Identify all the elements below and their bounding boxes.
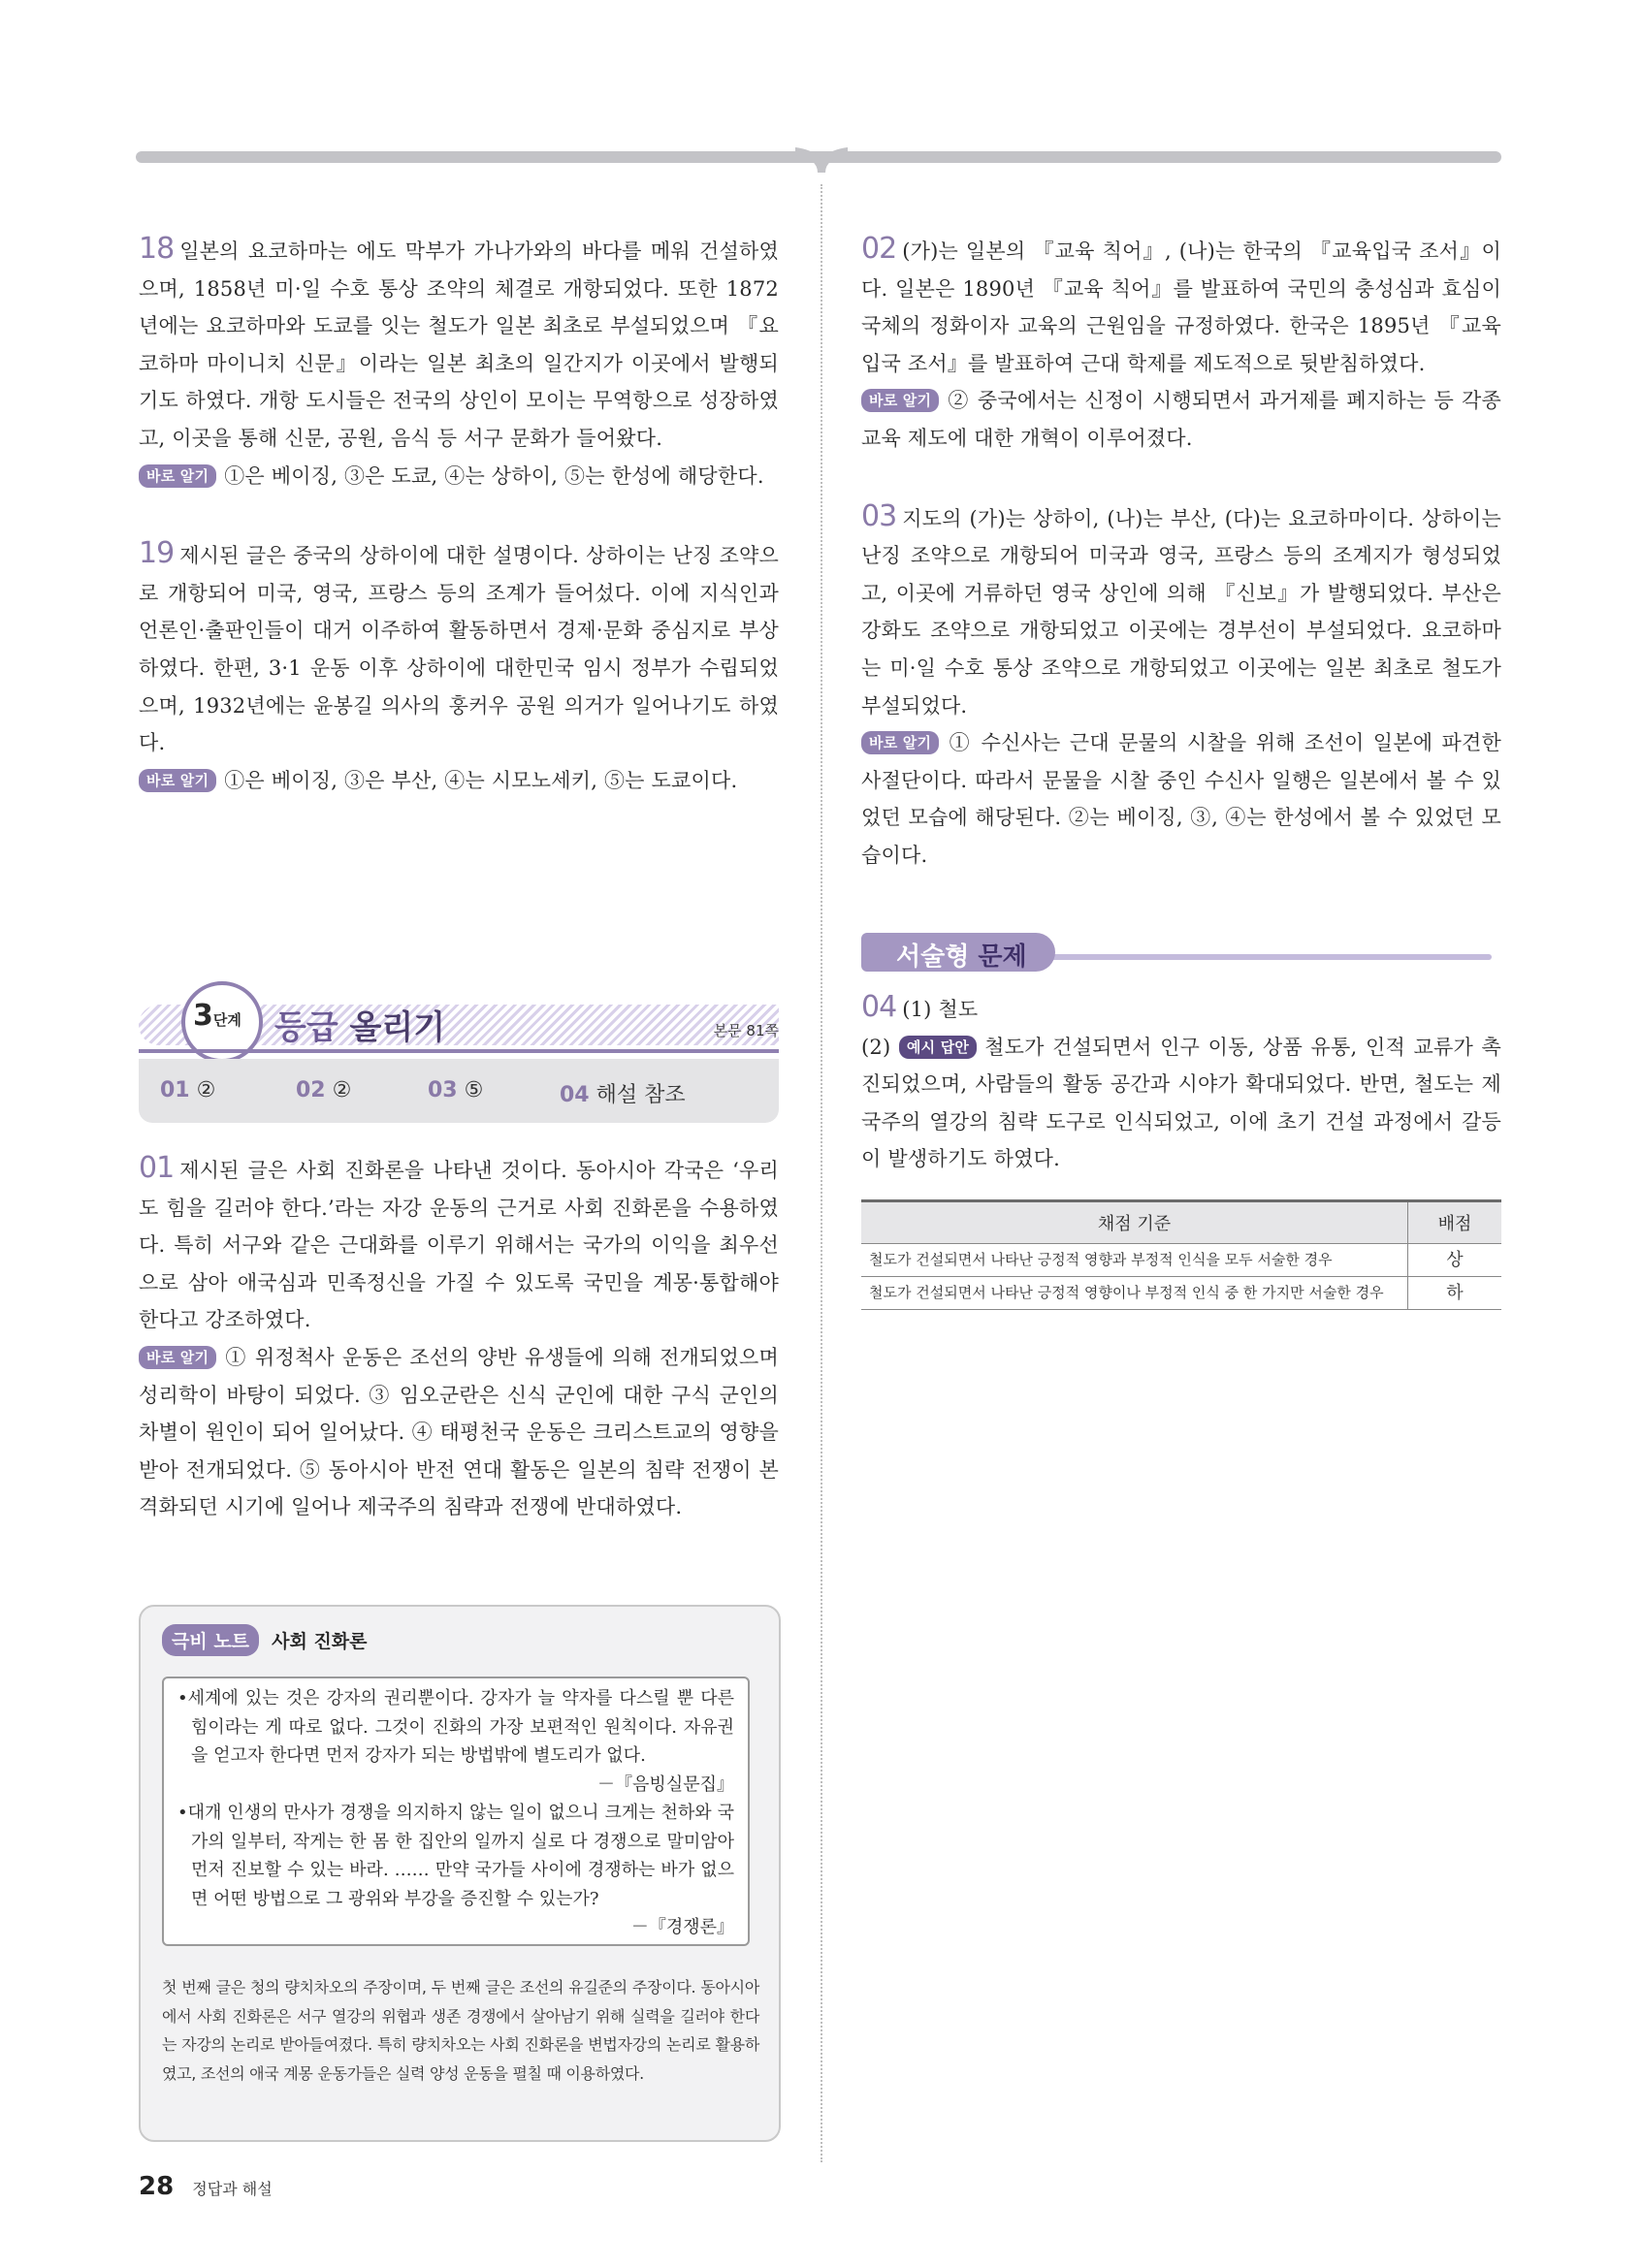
correction-text: ① 위정척사 운동은 조선의 양반 유생들에 의해 전개되었으며 성리학이 바탕이 되었다. ③ 임오군란은 신식 군인에 대한 구식 군인의 차별이 원인이 되어 일어났다. ④ 태평천국 운동은 크리스트교의 영향을 받아 전개되었다. ⑤ 동아시아 반전 연대 활동은 일본의 침략 전쟁이 본격화되던 시기에 일어나 제국주의 침략과 전쟁에 반대하였다. [139, 1345, 779, 1519]
correction-tag: 바로 알기 [139, 769, 216, 792]
answer-number: 04 [560, 1083, 590, 1107]
answer-part-2-prefix: (2) [861, 1035, 891, 1059]
stage-header [139, 981, 779, 1053]
question-number: 18 [139, 232, 175, 266]
quote-1 [177, 1684, 734, 1799]
question-text: 일본의 요코하마는 에도 막부가 가나가와의 바다를 메워 건설하였으며, 1858년 미·일 수호 통상 조약의 체결로 개항되었다. 또한 1872년에는 요코하마와 도쿄를 잇는 철도가 일본 최초로 부설되었으며 『요코하마 마이니치 신문』이라는 일본 최초의 일간지가 이곳에서 발행되기도 하였다. 개항 도시들은 전국의 상인이 모이는 무역항으로 성장하였고, 이곳을 통해 신문, 공원, 음식 등 서구 문화가 들어왔다. [139, 240, 779, 450]
correction-text: ①은 베이징, ③은 도쿄, ④는 상하이, ⑤는 한성에 해당한다. [224, 463, 764, 488]
answer-value: 해설 참조 [596, 1083, 686, 1107]
criteria-cell: 철도가 건설되면서 나타난 긍정적 영향과 부정적 인식을 모두 서술한 경우 [861, 1244, 1408, 1277]
question-number: 04 [861, 990, 897, 1024]
left-column [139, 231, 779, 840]
section-line [1046, 954, 1492, 960]
page-footer [139, 2172, 273, 2201]
correction-text: ①은 베이징, ③은 부산, ④는 시모노세키, ⑤는 도쿄이다. [224, 768, 738, 792]
table-row [861, 1277, 1501, 1310]
right-column [861, 231, 1501, 915]
section-label-a: 서술형 [896, 942, 970, 972]
descriptive-section-header [861, 933, 1501, 972]
note-title: 사회 진화론 [272, 1631, 368, 1652]
correction-text: ① 수신사는 근대 문물의 시찰을 위해 조선이 일본에 파견한 사절단이다. 따라서 문물을 시찰 중인 수신사 일행은 일본에서 볼 수 있었던 모습에 해당된다. ②는 베이징, ③, ④는 한성에서 볼 수 있었던 모습이다. [861, 731, 1501, 867]
answer-number: 03 [428, 1078, 458, 1102]
question-number: 01 [139, 1151, 175, 1185]
correction-text: ② 중국에서는 신정이 시행되면서 과거제를 폐지하는 등 각종 교육 제도에 대한 개혁이 이루어졌다. [861, 389, 1501, 450]
sample-answer-tag: 예시 답안 [899, 1036, 977, 1059]
stage-rule [139, 1049, 779, 1053]
table-header-row [861, 1201, 1501, 1244]
answer-item [296, 1078, 351, 1102]
secret-note-box [139, 1605, 781, 2142]
footer-label: 정답과 해설 [192, 2180, 273, 2198]
quote-box [162, 1677, 750, 1946]
quote-1-text: •세계에 있는 것은 강자의 권리뿐이다. 강자가 늘 약자를 다스릴 뿐 다른 힘이라는 게 따로 없다. 그것이 진화의 가장 보편적인 원칙이다. 자유권을 얻고자 한다면 먼저 강자가 되는 방법밖에 별도리가 없다. [177, 1688, 734, 1766]
question-03 [861, 498, 1501, 875]
sample-answer-text: 철도가 건설되면서 인구 이동, 상품 유통, 인적 교류가 촉진되었으며, 사람들의 활동 공간과 시야가 확대되었다. 반면, 철도는 제국주의 열강의 침략 도구로 인식되었고, 이에 초기 건설 과정에서 갈등이 발생하기도 하였다. [861, 1035, 1501, 1171]
question-text: (가)는 일본의 『교육 칙어』, (나)는 한국의 『교육입국 조서』이다. 일본은 1890년 『교육 칙어』를 발표하여 국민의 충성심과 효심이 국체의 정화이자 교육의 근원임을 규정하였다. 한국은 1895년 『교육입국 조서』를 발표하여 근대 학제를 제도적으로 뒷받침하였다. [861, 240, 1501, 375]
note-pill: 극비 노트 [162, 1624, 259, 1656]
stage-level-suffix: 단계 [212, 1011, 241, 1029]
quote-2-source: －『경쟁론』 [630, 1917, 734, 1937]
question-18 [139, 231, 779, 495]
criteria-cell: 철도가 건설되면서 나타난 긍정적 영향이나 부정적 인식 중 한 가지만 서술한 경우 [861, 1277, 1408, 1310]
stage-title-b: 올리기 [349, 1008, 446, 1047]
correction-tag: 바로 알기 [861, 731, 939, 754]
correction-tag: 바로 알기 [139, 464, 216, 488]
answer-item [428, 1078, 483, 1102]
question-text: 제시된 글은 중국의 상하이에 대한 설명이다. 상하이는 난징 조약으로 개항되어 미국, 영국, 프랑스 등의 조계가 들어섰다. 이에 지식인과 언론인·출판인들이 대거 이주하여 활동하면서 경제·문화 중심지로 부상하였다. 한편, 3·1 운동 이후 상하이에 대한민국 임시 정부가 수립되었으며, 1932년에는 윤봉길 의사의 훙커우 공원 의거가 일어나기도 하였다. [139, 544, 779, 755]
points-cell: 하 [1408, 1277, 1502, 1310]
answer-value: ⑤ [464, 1078, 484, 1102]
table-row [861, 1244, 1501, 1277]
stage-level: 3 [193, 999, 213, 1033]
points-cell: 상 [1408, 1244, 1502, 1277]
answer-number: 01 [160, 1078, 190, 1102]
question-text: 지도의 (가)는 상하이, (나)는 부산, (다)는 요코하마이다. 상하이는 난징 조약으로 개항되어 미국과 영국, 프랑스 등의 조계지가 형성되었고, 이곳에 거류하던 영국 상인에 의해 『신보』가 발행되었다. 부산은 강화도 조약으로 개항되었고 이곳에는 경부선이 부설되었다. 요코하마는 미·일 수호 통상 조약으로 개항되었고 이곳에는 일본 최초로 철도가 부설되었다. [861, 506, 1501, 718]
note-explanation: 첫 번째 글은 청의 량치차오의 주장이며, 두 번째 글은 조선의 유길준의 주장이다. 동아시아에서 사회 진화론은 서구 열강의 위협과 생존 경쟁에서 살아남기 위해 실력을 길러야 한다는 자강의 논리로 받아들여졌다. 특히 량치차오는 사회 진화론을 변법자강의 논리로 활용하였고, 조선의 애국 계몽 운동가들은 실력 양성 운동을 펼칠 때 이용하였다. [162, 1978, 759, 2083]
correction-tag: 바로 알기 [861, 389, 939, 412]
question-text: 제시된 글은 사회 진화론을 나타낸 것이다. 동아시아 각국은 ‘우리도 힘을 길러야 한다.’라는 자강 운동의 근거로 사회 진화론을 수용하였다. 특히 서구와 같은 근대화를 이루기 위해서는 국가의 이익을 최우선으로 삼아 애국심과 민족정신을 가질 수 있도록 국민을 계몽·통합해야 한다고 강조하였다. [139, 1159, 779, 1332]
answer-value: ② [332, 1078, 352, 1102]
quote-2 [177, 1799, 734, 1942]
quote-2-text: •대개 인생의 만사가 경쟁을 의지하지 않는 일이 없으니 크게는 천하와 국가의 일부터, 작게는 한 몸 한 집안의 일까지 실로 다 경쟁으로 말미암아 먼저 진보할 수 있는 바라. …… 만약 국가들 사이에 경쟁하는 바가 없으면 어떤 방법으로 그 광위와 부강을 증진할 수 있는가? [177, 1803, 734, 1909]
top-bar-notch [795, 145, 848, 175]
question-01 [139, 1150, 779, 1526]
correction-tag: 바로 알기 [139, 1346, 216, 1369]
question-02 [861, 231, 1501, 458]
page-number: 28 [139, 2172, 175, 2201]
section-label-b: 문제 [978, 942, 1027, 972]
question-number: 02 [861, 232, 897, 266]
page-reference: 본문 81쪽 [713, 1022, 779, 1039]
question-04 [861, 989, 1501, 1178]
answer-value: ② [196, 1078, 216, 1102]
header-points: 배점 [1408, 1201, 1502, 1244]
answer-key [139, 1059, 779, 1123]
answer-number: 02 [296, 1078, 326, 1102]
column-divider [821, 184, 822, 2162]
answer-part-1: (1) 철도 [902, 998, 979, 1021]
scoring-table [861, 1199, 1501, 1310]
header-criteria: 채점 기준 [861, 1201, 1408, 1244]
question-number: 19 [139, 536, 175, 571]
quote-1-source: －『음빙실문집』 [597, 1773, 734, 1795]
question-number: 03 [861, 498, 897, 533]
answer-item [560, 1078, 686, 1108]
question-19 [139, 535, 779, 799]
answer-item [160, 1078, 215, 1102]
stage-title-a: 등급 [274, 1008, 338, 1047]
